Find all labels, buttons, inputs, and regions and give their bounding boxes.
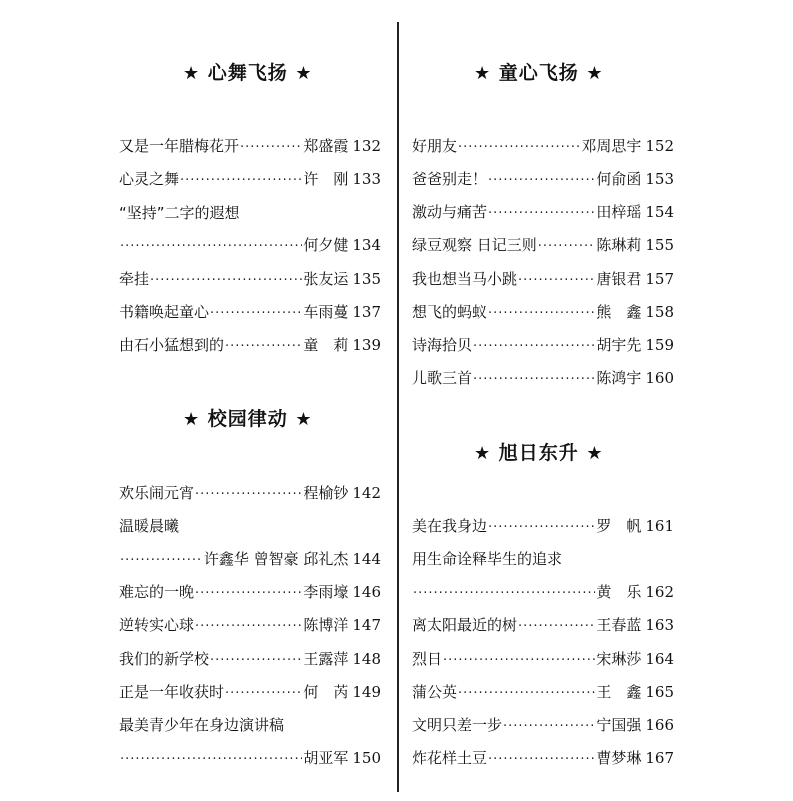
- leader-dots: [195, 484, 302, 506]
- star-icon: ★: [586, 63, 604, 84]
- toc-entry[interactable]: [412, 367, 674, 389]
- entry-page: 167: [645, 749, 674, 767]
- leader-dots: [538, 236, 596, 258]
- entry-title: 美在我身边: [412, 517, 488, 535]
- entry-author: 罗 帆: [596, 517, 642, 535]
- toc-entry[interactable]: [412, 747, 674, 769]
- leader-dots: [195, 583, 302, 605]
- entry-title: 由石小猛想到的: [119, 336, 225, 354]
- leader-dots: [413, 583, 595, 605]
- entry-author: 邓周思宇: [581, 137, 642, 155]
- entry-page: 133: [352, 170, 381, 188]
- toc-entry[interactable]: [412, 614, 674, 636]
- section-heading-xiaoyuan: [183, 404, 313, 431]
- toc-entry[interactable]: [412, 714, 674, 736]
- entry-author: 王露萍: [303, 650, 349, 668]
- entry-page: 154: [645, 203, 674, 221]
- entry-author: 陈鸿宇: [596, 369, 642, 387]
- entry-title: 好朋友: [412, 137, 458, 155]
- section-title: 心舞飞扬: [207, 62, 288, 84]
- entry-title[interactable]: 温暖晨曦: [119, 517, 180, 535]
- entry-title: 蒲公英: [412, 683, 458, 701]
- toc-entry[interactable]: [119, 614, 381, 636]
- entry-title: 我也想当马小跳: [412, 270, 518, 288]
- entry-author: 熊 鑫: [596, 303, 642, 321]
- entry-page: 158: [645, 303, 674, 321]
- toc-entry-continuation[interactable]: [119, 747, 381, 769]
- leader-dots: [488, 170, 595, 192]
- entry-author: 唐银君: [596, 270, 642, 288]
- entry-page: 163: [645, 616, 674, 634]
- leader-dots: [210, 303, 302, 325]
- leader-dots: [518, 616, 595, 638]
- toc-entry[interactable]: [412, 201, 674, 223]
- entry-author: 童 莉: [303, 336, 349, 354]
- entry-author: 胡宇先: [596, 336, 642, 354]
- star-icon: ★: [586, 443, 604, 464]
- toc-entry[interactable]: [119, 482, 381, 504]
- entry-title: 书籍唤起童心: [119, 303, 210, 321]
- leader-dots: [240, 137, 302, 159]
- toc-entry[interactable]: [119, 268, 381, 290]
- leader-dots: [195, 616, 302, 638]
- entry-page: 132: [352, 137, 381, 155]
- leader-dots: [488, 203, 595, 225]
- leader-dots: [518, 270, 595, 292]
- entry-title: 又是一年腊梅花开: [119, 137, 240, 155]
- entry-author: 张友运: [303, 270, 349, 288]
- entry-page: 147: [352, 616, 381, 634]
- leader-dots: [120, 236, 302, 258]
- entry-author: 程榆钞: [303, 484, 349, 502]
- entry-author: 陈博洋: [303, 616, 349, 634]
- entry-page: 165: [645, 683, 674, 701]
- entry-author: 宁国强: [596, 716, 642, 734]
- entry-title: 儿歌三首: [412, 369, 473, 387]
- entry-page: 160: [645, 369, 674, 387]
- toc-entry[interactable]: [412, 168, 674, 190]
- leader-dots: [180, 170, 302, 192]
- entry-title[interactable]: “坚持”二字的遐想: [119, 204, 240, 222]
- toc-entry[interactable]: [119, 681, 381, 703]
- entry-page: 152: [645, 137, 674, 155]
- leader-dots: [120, 749, 302, 771]
- entry-author: 田梓瑶: [596, 203, 642, 221]
- toc-entry[interactable]: [119, 135, 381, 157]
- leader-dots: [488, 517, 595, 539]
- entry-title[interactable]: 用生命诠释毕生的追求: [412, 550, 563, 568]
- entry-author: 何俞函: [596, 170, 642, 188]
- toc-entry-continuation[interactable]: [412, 581, 674, 603]
- star-icon: ★: [183, 409, 201, 430]
- entry-page: 155: [645, 236, 674, 254]
- toc-entry[interactable]: [412, 648, 674, 670]
- entry-author: 李雨壕: [303, 583, 349, 601]
- entry-author: 何夕健: [303, 236, 349, 254]
- toc-entry[interactable]: [119, 334, 381, 356]
- leader-dots: [120, 550, 203, 572]
- star-icon: ★: [474, 443, 492, 464]
- entry-author: 陈琳莉: [596, 236, 642, 254]
- entry-author: 曹梦琳: [596, 749, 642, 767]
- star-icon: ★: [295, 63, 313, 84]
- star-icon: ★: [183, 63, 201, 84]
- toc-entry[interactable]: [412, 334, 674, 356]
- toc-entry[interactable]: [119, 581, 381, 603]
- section-title: 旭日东升: [498, 442, 579, 464]
- entry-title: 烈日: [412, 650, 443, 668]
- toc-entry[interactable]: [412, 234, 674, 256]
- entry-page: 157: [645, 270, 674, 288]
- entry-title[interactable]: 最美青少年在身边演讲稿: [119, 716, 285, 734]
- leader-dots: [488, 749, 595, 771]
- star-icon: ★: [295, 409, 313, 430]
- toc-entry[interactable]: [119, 648, 381, 670]
- section-title: 童心飞扬: [498, 62, 579, 84]
- entry-title: 离太阳最近的树: [412, 616, 518, 634]
- entry-title: 正是一年收获时: [119, 683, 225, 701]
- entry-page: 164: [645, 650, 674, 668]
- entry-author: 许鑫华 曾智豪 邱礼杰: [203, 550, 349, 568]
- entry-title: 欢乐闹元宵: [119, 484, 195, 502]
- leader-dots: [503, 716, 595, 738]
- entry-author: 黄 乐: [596, 583, 642, 601]
- entry-page: 166: [645, 716, 674, 734]
- entry-title: 逆转实心球: [119, 616, 195, 634]
- leader-dots: [488, 303, 595, 325]
- entry-title: 难忘的一晚: [119, 583, 195, 601]
- entry-author: 王 鑫: [596, 683, 642, 701]
- toc-entry[interactable]: [119, 301, 381, 323]
- leader-dots: [443, 650, 595, 672]
- entry-author: 何 芮: [303, 683, 349, 701]
- entry-page: 162: [645, 583, 674, 601]
- entry-page: 135: [352, 270, 381, 288]
- toc-entry[interactable]: [119, 168, 381, 190]
- entry-page: 161: [645, 517, 674, 535]
- entry-page: 144: [352, 550, 381, 568]
- toc-entry[interactable]: [412, 135, 674, 157]
- leader-dots: [150, 270, 302, 292]
- entry-title: 绿豆观察 日记三则: [412, 236, 537, 254]
- leader-dots: [225, 336, 302, 358]
- leader-dots: [473, 369, 595, 391]
- entry-page: 159: [645, 336, 674, 354]
- toc-entry-continuation[interactable]: [119, 548, 381, 570]
- entry-title: 爸爸别走！: [412, 170, 488, 188]
- leader-dots: [225, 683, 302, 705]
- entry-page: 139: [352, 336, 381, 354]
- entry-author: 宋琳莎: [596, 650, 642, 668]
- section-heading-xuri: [474, 438, 604, 465]
- section-heading-tongxin: [474, 58, 604, 85]
- entry-author: 胡亚军: [303, 749, 349, 767]
- section-title: 校园律动: [207, 408, 288, 430]
- entry-title: 牵挂: [119, 270, 150, 288]
- entry-page: 153: [645, 170, 674, 188]
- entry-page: 146: [352, 583, 381, 601]
- entry-title: 想飞的蚂蚁: [412, 303, 488, 321]
- section-heading-xinwu: [183, 58, 313, 85]
- entry-author: 许 刚: [303, 170, 349, 188]
- entry-page: 150: [352, 749, 381, 767]
- entry-author: 郑盛霞: [303, 137, 349, 155]
- leader-dots: [210, 650, 302, 672]
- entry-title: 炸花样土豆: [412, 749, 488, 767]
- entry-author: 王春蓝: [596, 616, 642, 634]
- leader-dots: [458, 137, 580, 159]
- entry-title: 激动与痛苦: [412, 203, 488, 221]
- leader-dots: [473, 336, 595, 358]
- toc-entry[interactable]: [412, 301, 674, 323]
- star-icon: ★: [474, 63, 492, 84]
- entry-title: 我们的新学校: [119, 650, 210, 668]
- column-divider: [397, 22, 399, 792]
- entry-page: 142: [352, 484, 381, 502]
- entry-page: 149: [352, 683, 381, 701]
- leader-dots: [458, 683, 595, 705]
- entry-page: 134: [352, 236, 381, 254]
- toc-entry[interactable]: [412, 681, 674, 703]
- entry-title: 心灵之舞: [119, 170, 180, 188]
- entry-page: 137: [352, 303, 381, 321]
- toc-entry-continuation[interactable]: [119, 234, 381, 256]
- entry-author: 车雨蔓: [303, 303, 349, 321]
- entry-title: 文明只差一步: [412, 716, 503, 734]
- entry-title: 诗海拾贝: [412, 336, 473, 354]
- toc-entry[interactable]: [412, 268, 674, 290]
- entry-page: 148: [352, 650, 381, 668]
- toc-entry[interactable]: [412, 515, 674, 537]
